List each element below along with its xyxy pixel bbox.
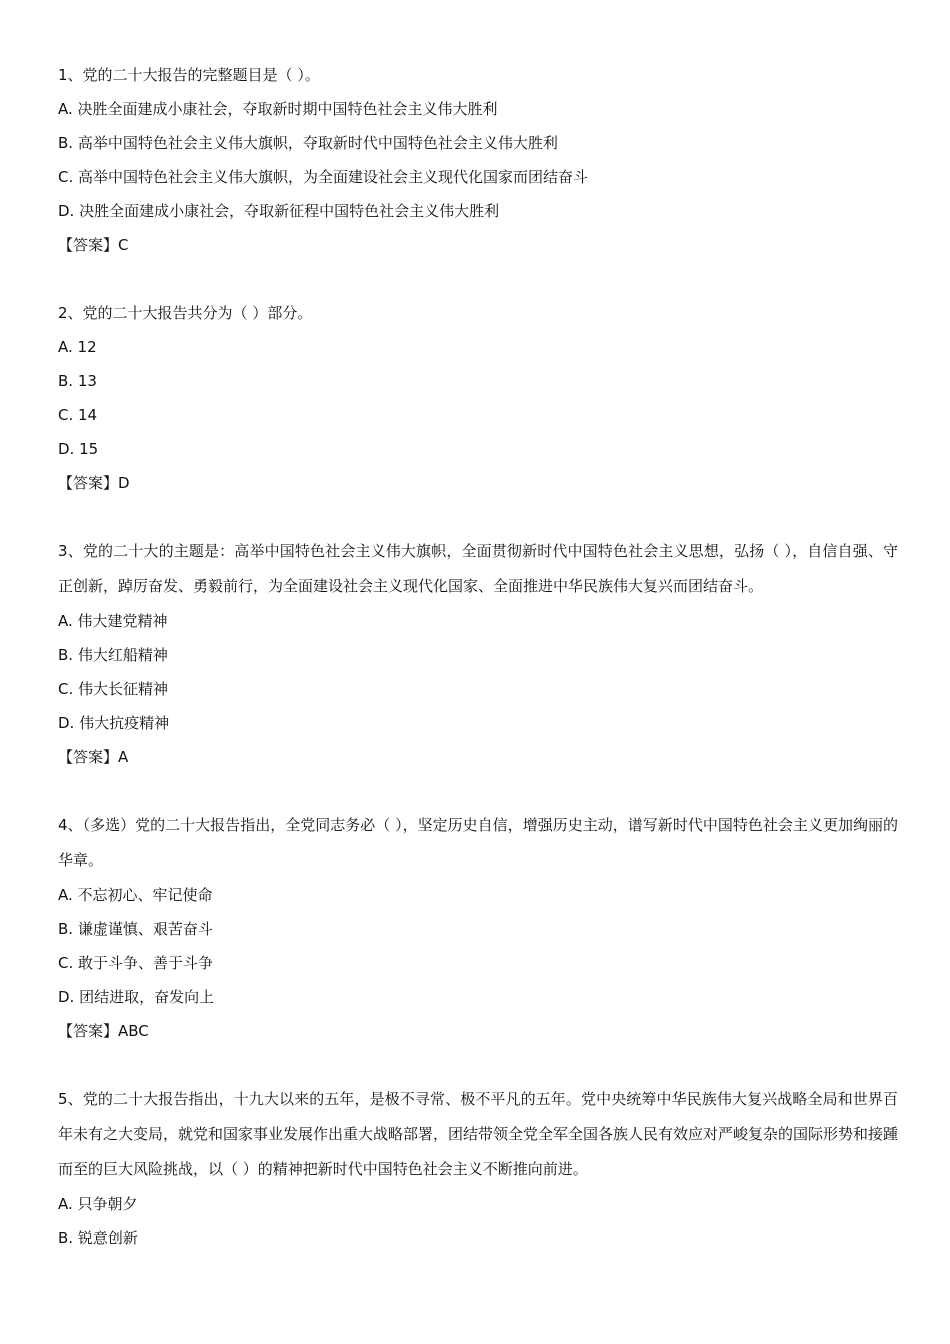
option-a: A. 12	[58, 338, 97, 356]
answer: 【答案】ABC	[58, 1022, 149, 1040]
question-2	[58, 296, 898, 500]
option-b: B. 高举中国特色社会主义伟大旗帜，夺取新时代中国特色社会主义伟大胜利	[58, 134, 558, 152]
option-b: B. 伟大红船精神	[58, 646, 168, 664]
answer: 【答案】A	[58, 748, 129, 766]
option-b: B. 锐意创新	[58, 1229, 138, 1247]
option-c: C. 14	[58, 406, 98, 424]
question-3	[58, 534, 898, 774]
question-stem: 1、党的二十大报告的完整题目是（ ）。	[58, 66, 320, 84]
question-4	[58, 808, 898, 1048]
question-stem: 5、党的二十大报告指出，十九大以来的五年，是极不寻常、极不平凡的五年。党中央统筹中华民族伟大复兴战略全局和世界百年未有之大变局，就党和国家事业发展作出重大战略部署，团结带领全党全军全国各族人民有效应对严峻复杂的国际形势和接踵而至的巨大风险挑战，以（ ）的精神把新时代中国特色社会主义不断推向前进。	[58, 1090, 899, 1178]
option-c: C. 敢于斗争、善于斗争	[58, 954, 214, 972]
answer: 【答案】D	[58, 474, 130, 492]
option-a: A. 决胜全面建成小康社会，夺取新时期中国特色社会主义伟大胜利	[58, 100, 498, 118]
option-a: A. 伟大建党精神	[58, 612, 168, 630]
question-stem: 2、党的二十大报告共分为（ ）部分。	[58, 304, 313, 322]
document-page	[58, 58, 898, 1289]
option-a: A. 只争朝夕	[58, 1195, 138, 1213]
question-1	[58, 58, 898, 262]
question-stem: 4、（多选）党的二十大报告指出，全党同志务必（ ），坚定历史自信，增强历史主动，谱写新时代中国特色社会主义更加绚丽的华章。	[58, 816, 898, 869]
answer: 【答案】C	[58, 236, 129, 254]
option-b: B. 谦虚谨慎、艰苦奋斗	[58, 920, 213, 938]
option-d: D. 决胜全面建成小康社会，夺取新征程中国特色社会主义伟大胜利	[58, 202, 500, 220]
option-d: D. 伟大抗疫精神	[58, 714, 170, 732]
option-d: D. 15	[58, 440, 99, 458]
option-b: B. 13	[58, 372, 97, 390]
question-5	[58, 1082, 898, 1255]
option-a: A. 不忘初心、牢记使命	[58, 886, 213, 904]
option-c: C. 伟大长征精神	[58, 680, 169, 698]
option-c: C. 高举中国特色社会主义伟大旗帜，为全面建设社会主义现代化国家而团结奋斗	[58, 168, 589, 186]
question-stem: 3、党的二十大的主题是：高举中国特色社会主义伟大旗帜，全面贯彻新时代中国特色社会主义思想，弘扬（ ），自信自强、守正创新，踔厉奋发、勇毅前行，为全面建设社会主义现代化国家、全面推进中华民族伟大复兴而团结奋斗。	[58, 542, 898, 595]
option-d: D. 团结进取，奋发向上	[58, 988, 215, 1006]
